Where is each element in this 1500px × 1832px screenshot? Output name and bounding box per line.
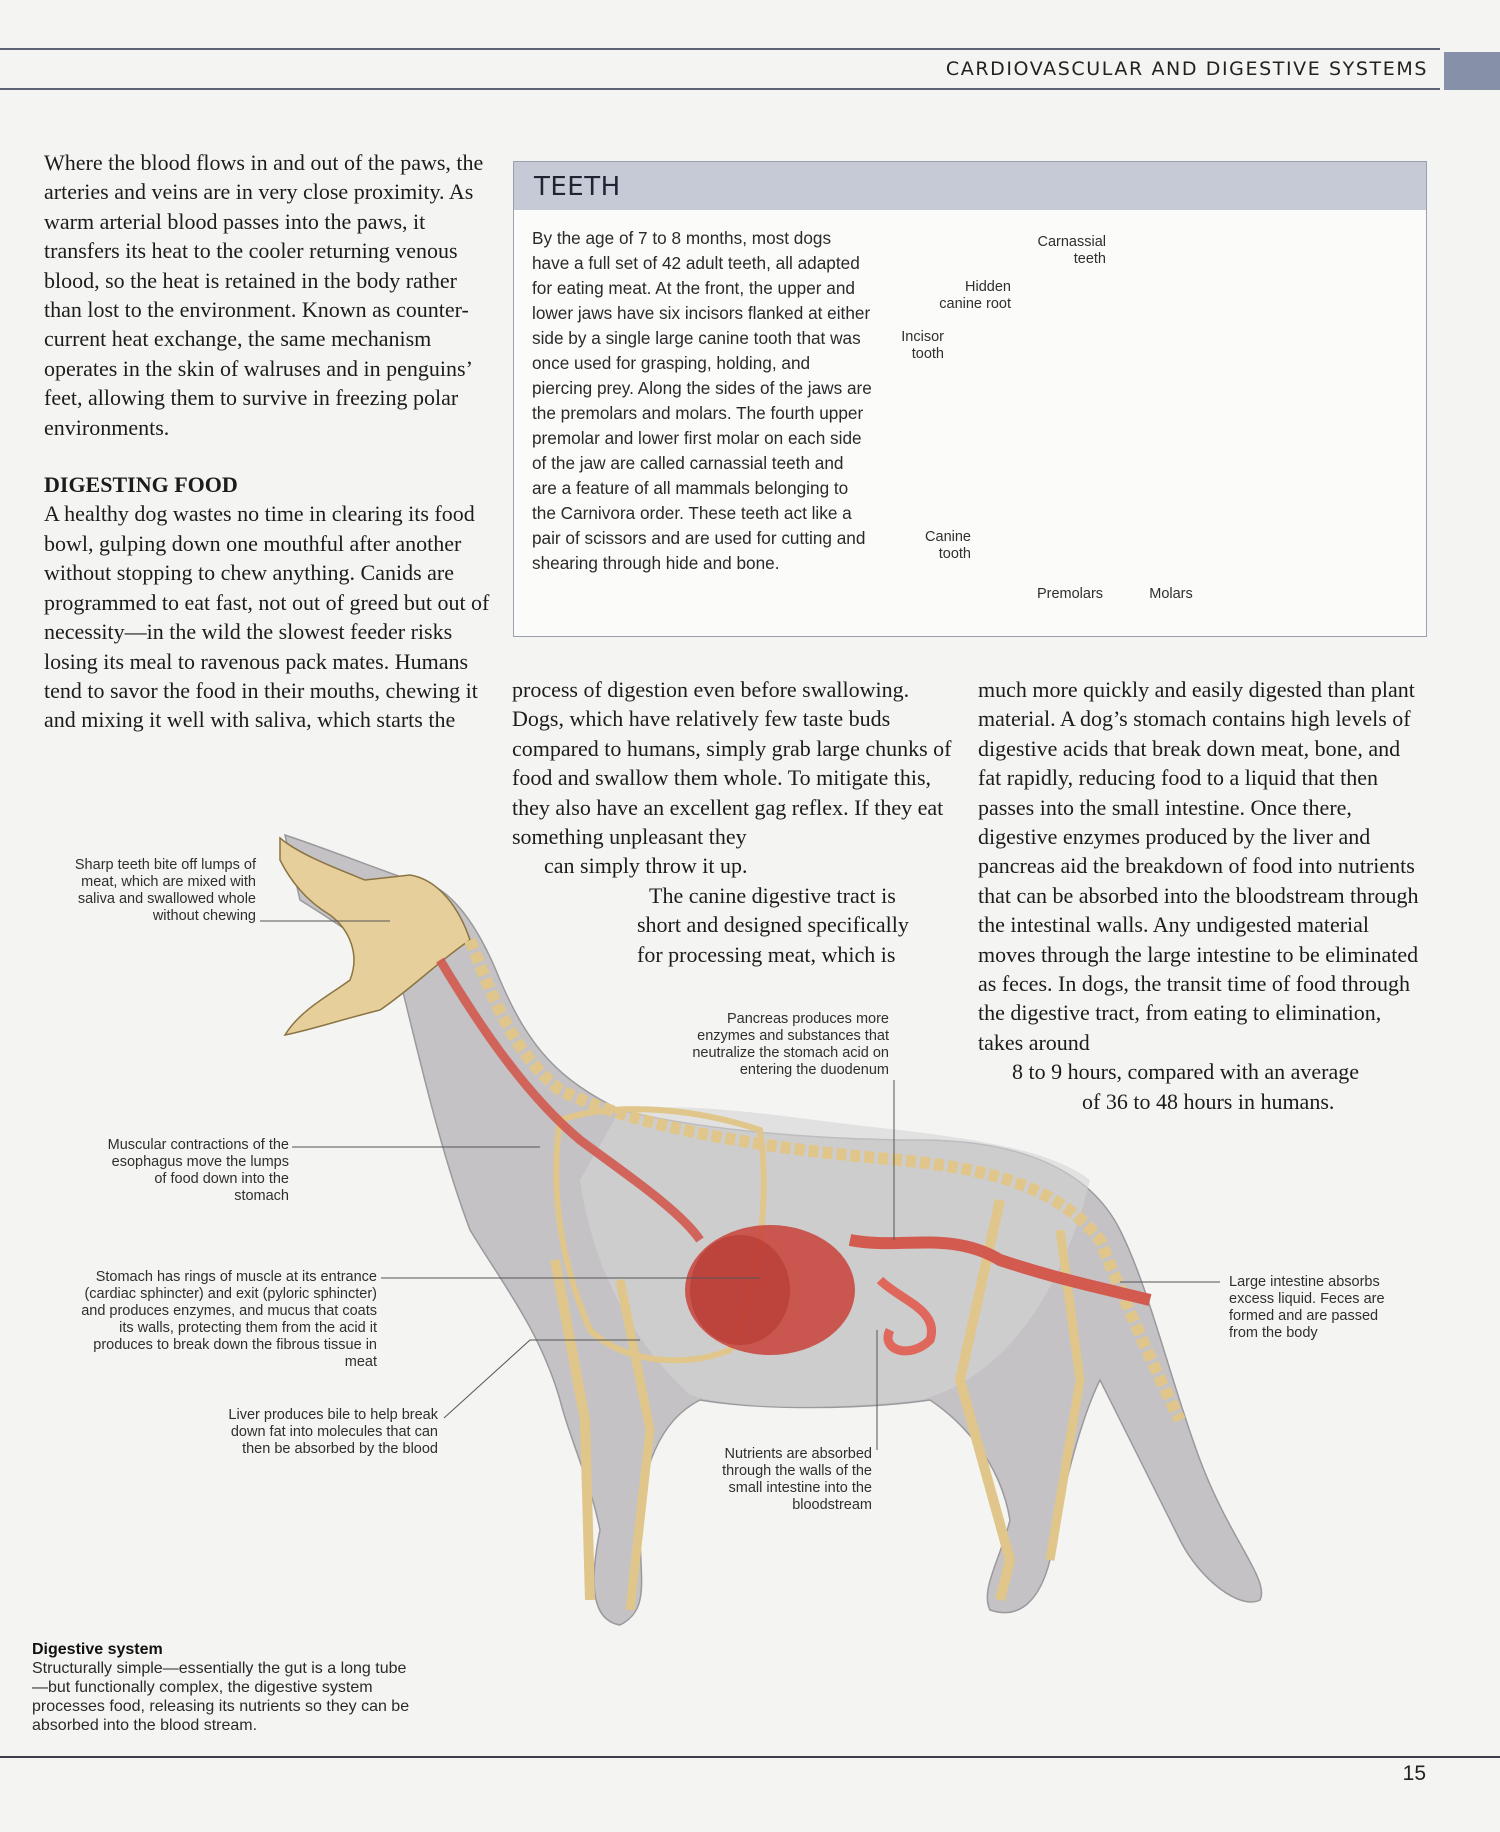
teeth-box-title: TEETH (534, 172, 621, 202)
label-hidden-canine-root: Hidden canine root (939, 279, 1011, 312)
label-stomach: Stomach has rings of muscle at its entrance (cardiac sphincter) and exit (pyloric sphincter) and produces enzymes, and mucus that coats its walls, protecting them from the acid it produces to break down the fibrous tissue in meat (81, 1269, 377, 1370)
label-esophagus: Muscular contractions of the esophagus move the lumps of food down into the stomach (107, 1137, 289, 1204)
caption-title: Digestive system (32, 1641, 163, 1658)
label-small-intestine: Nutrients are absorbed through the walls of the small intestine into the bloodstream (722, 1446, 872, 1513)
middle-column (512, 675, 957, 969)
left-column (44, 148, 494, 735)
section-heading: DIGESTING FOOD (44, 472, 238, 498)
label-molars: Molars (1149, 586, 1193, 602)
middle-paragraph-1: process of digestion even before swallowing. Dogs, which have relatively few taste buds compared to humans, simply grab large chunks of food and swallow them whole. To mitigate this, they also have an excellent gag reflex. If they eat something unpleasant they (512, 677, 952, 850)
label-carnassial-teeth: Carnassial teeth (1037, 234, 1106, 267)
left-paragraph-2: A healthy dog wastes no time in clearing its food bowl, gulping down one mouthful after another without stopping to chew anything. Canids are programmed to eat fast, not out of greed but out of necessity—in the wild the slowest feeder risks losing its meal to ravenous pack mates. Humans tend to savor the food in their mouths, chewing it and mixing it well with saliva, which starts the (44, 501, 490, 733)
right-column (978, 675, 1428, 1116)
figure-caption (32, 1640, 412, 1735)
teeth-box-header (514, 162, 1426, 210)
right-paragraph-ending-2: of 36 to 48 hours in humans. (1082, 1088, 1335, 1114)
label-liver: Liver produces bile to help break down fat into molecules that can then be absorbed by the blood (228, 1407, 438, 1457)
label-premolars: Premolars (1036, 586, 1104, 602)
middle-paragraph-1-end: can simply throw it up. (544, 853, 748, 879)
right-paragraph-ending-1: 8 to 9 hours, compared with an average (1012, 1059, 1359, 1085)
caption-text: Structurally simple—essentially the gut is a long tube—but functionally complex, the digestive system processes food, releasing its nutrients so they can be absorbed into the blood stream. (32, 1660, 410, 1734)
middle-paragraph-2: The canine digestive tract is short and designed specifically for processing meat, which is (637, 882, 909, 967)
left-paragraph-1: Where the blood flows in and out of the paws, the arteries and veins are in very close proximity. As warm arterial blood passes into the paws, it transfers its heat to the cooler returning venous blood, so the heat is retained in the body rather than lost to the environment. Known as counter-current heat exchange, the same mechanism operates in the skin of walruses and in penguins’ feet, allowing them to survive in freezing polar environments. (44, 150, 484, 440)
teeth-box (513, 161, 1427, 637)
right-paragraph: much more quickly and easily digested than plant material. A dog’s stomach contains high levels of digestive acids that break down meat, bone, and fat rapidly, reducing food to a liquid that then passes into the small intestine. Once there, digestive enzymes produced by the liver and pancreas aid the breakdown of food into nutrients that can be absorbed into the bloodstream through the intestinal walls. Any undigested material moves through the large intestine to be eliminated as feces. In dogs, the transit time of food through the digestive tract, from eating to elimination, takes around (978, 677, 1419, 1055)
label-sharp-teeth: Sharp teeth bite off lumps of meat, which are mixed with saliva and swallowed whole without chewing (74, 857, 256, 924)
label-pancreas: Pancreas produces more enzymes and substances that neutralize the stomach acid on entering the duodenum (692, 1011, 889, 1078)
label-incisor-tooth: Incisor tooth (901, 329, 944, 362)
label-large-intestine: Large intestine absorbs excess liquid. Feces are formed and are passed from the body (1229, 1274, 1385, 1341)
page-number: 15 (1402, 1762, 1426, 1785)
teeth-box-text: By the age of 7 to 8 months, most dogs have a full set of 42 adult teeth, all adapted for eating meat. At the front, the upper and lower jaws have six incisors flanked at either side by a single large canine tooth that was once used for grasping, holding, and piercing prey. Along the sides of the jaws are the premolars and molars. The fourth upper premolar and lower first molar on each side of the jaw are called carnassial teeth and are a feature of all mammals belonging to the Carnivora order. These teeth act like a pair of scissors and are used for cutting and shearing through hide and bone. (532, 228, 872, 573)
label-canine-tooth: Canine tooth (925, 529, 971, 562)
section-title: CARDIOVASCULAR AND DIGESTIVE SYSTEMS (945, 58, 1428, 80)
